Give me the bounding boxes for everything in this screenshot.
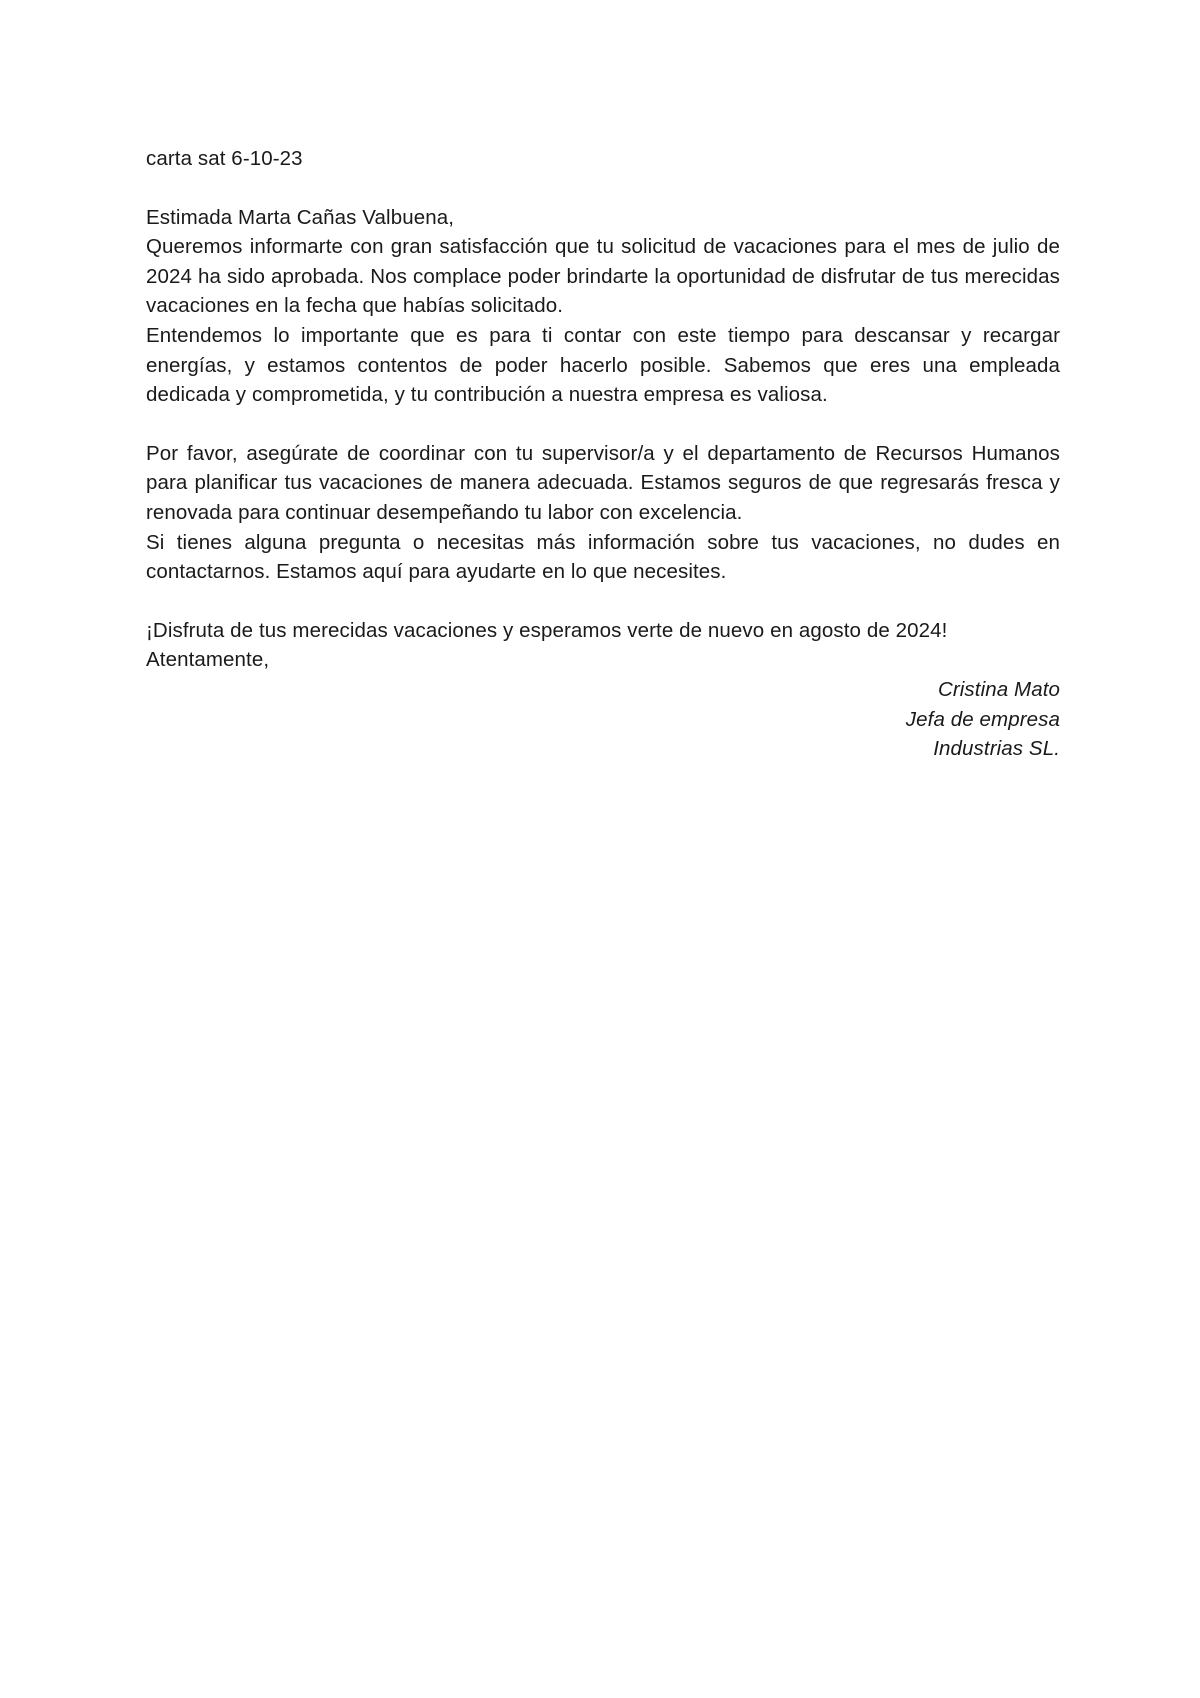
paragraph-appreciation: Entendemos lo importante que es para ti contar con este tiempo para descansar y recargar energías, y estamos contentos de poder hacerlo posible. Sabemos que eres una empleada dedicada y comprometida, y tu contribución a nuestra empresa es valiosa. [146,323,1060,407]
greeting: Estimada Marta Cañas Valbuena, [146,205,455,229]
paragraph-coordination: Por favor, asegúrate de coordinar con tu supervisor/a y el departamento de Recursos Humanos para planificar tus vacaciones de manera adecuada. Estamos seguros de que regresarás fresca y renovada para continuar desempeñando tu labor con excelencia. [146,441,1060,524]
spacer [146,410,1060,439]
paragraph-approval: Queremos informarte con gran satisfacción que tu solicitud de vacaciones para el mes de julio de 2024 ha sido aprobada. Nos complace poder brindarte la oportunidad de disfrutar de tus merecidas vacaciones en la fecha que habías solicitado. [146,235,1060,318]
spacer [146,587,1060,616]
closing-wish: ¡Disfruta de tus merecidas vacaciones y esperamos verte de nuevo en agosto de 2024! [146,618,948,642]
signature-title: Jefa de empresa [905,707,1060,731]
sign-off: Atentamente, [146,648,270,672]
spacer [146,174,1060,203]
signature-name: Cristina Mato [937,677,1060,701]
header-note: carta sat 6-10-23 [146,147,303,170]
letter-body [146,144,1060,764]
paragraph-contact: Si tienes alguna pregunta o necesitas más información sobre tus vacaciones, no dudes en contactarnos. Estamos aquí para ayudarte en lo que necesites. [146,530,1060,584]
signature-company: Industrias SL. [933,737,1060,761]
